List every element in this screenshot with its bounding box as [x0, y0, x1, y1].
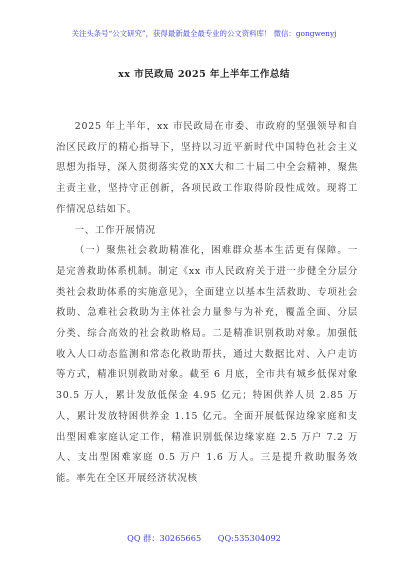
- header-promo-note: 关注头条号“公文研究”，获得最新最全最专业的公文资料库！ 微信：gongwenyj: [71, 29, 337, 38]
- document-title: xx 市民政局 2025 年上半年工作总结: [118, 69, 290, 80]
- intro-paragraph: 2025 年上半年，xx 市民政局在市委、市政府的坚强领导和自治区民政厅的精心指导下，坚持以习近平新时代中国特色社会主义思想为指导，深入贯彻落实党的XX大和二十届二中全会精神，聚焦主责主业，坚持守正创新，各项民政工作取得阶段性成效。现将工作情况总结如下。: [56, 121, 358, 215]
- document-body: [56, 117, 358, 490]
- section-heading: 一、工作开展情况: [74, 224, 156, 236]
- body-paragraph: （一）聚焦社会救助精准化，困难群众基本生活更有保障。一是完善救助体系机制。制定《xx 市人民政府关于进一步健全分层分类社会救助体系的实施意见》，全面建立以基本生活救助、专项社会救助、急难社会救助为主体社会力量参与为补充，覆盖全面、分层分类、综合高效的社会救助格局。二是精准识别救助对象。加强低收入人口动态监测和常态化救助帮扶，通过大数据比对、入户走访等方式，精准识别救助对象。截至 6 月底，全市共有城乡低保对象 30.5 万人，累计发放低保金 4.95 亿元；特困供养人员 2.85 万人，累计发放特困供养金 1.15 亿元。全面开展低保边缘家庭和支出型困难家庭认定工作，精准识别低保边缘家庭 2.5 万户 7.2 万人、支出型困难家庭 0.5 万户 1.6 万人。三是提升救助服务效能。率先在全区开展经济状况核: [56, 245, 358, 484]
- footer-contact: [0, 533, 408, 544]
- footer-qq-number: QQ:535304092: [217, 533, 281, 543]
- footer-qq-group: QQ 群：30265665: [127, 533, 202, 543]
